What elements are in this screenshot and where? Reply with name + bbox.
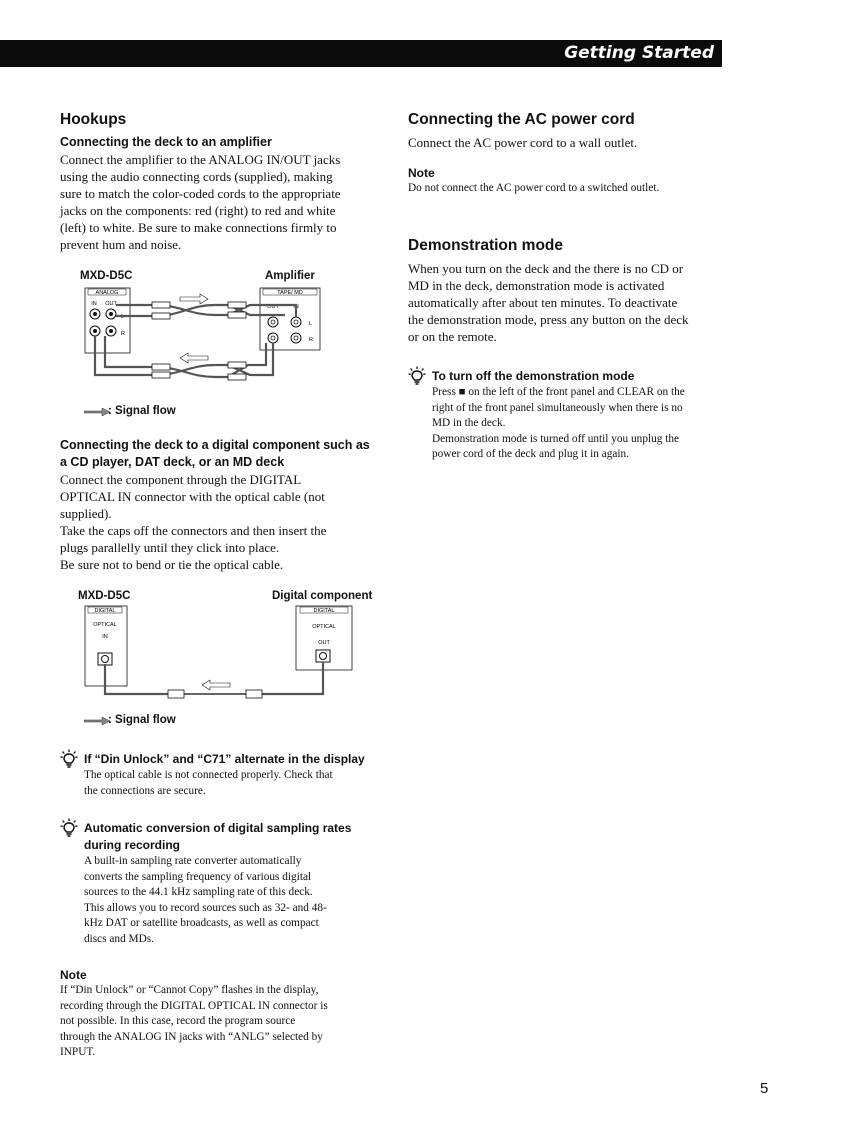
optical-plugs <box>168 690 262 698</box>
lightbulb-icon <box>60 749 78 769</box>
deck-digital-label: DIGITAL <box>94 608 116 614</box>
heading-line: during recording <box>84 838 180 852</box>
signal-flow-label: : Signal flow <box>108 405 176 417</box>
amp-out-label: OUT <box>267 304 279 310</box>
text-line: The optical cable is not connected properly. Check that <box>84 769 333 781</box>
heading-line: Connecting the deck to a digital component such as <box>60 438 370 452</box>
digital-heading <box>60 437 380 471</box>
text-line <box>432 385 728 401</box>
text-line: recording through the DIGITAL OPTICAL IN connector is <box>60 999 328 1012</box>
lightbulb-icon <box>60 818 78 838</box>
digital-component-label: Digital component <box>272 590 373 602</box>
ac-title: Connecting the AC power cord <box>408 111 635 128</box>
hookups-section <box>60 110 380 253</box>
deck-panel <box>85 288 130 353</box>
deck-label: MXD-D5C <box>80 270 133 282</box>
text-line: This allows you to record sources such as 32- and 48- <box>84 901 327 914</box>
lightbulb-icon <box>408 366 426 386</box>
text-line: Take the caps off the connectors and then insert the <box>60 523 327 538</box>
text-line: sources to the 44.1 kHz sampling rate of this deck. <box>84 886 313 898</box>
amplifier-jacks <box>268 317 301 343</box>
text-line: A built-in sampling rate converter automatically <box>84 855 302 867</box>
digital-note <box>60 967 380 1061</box>
text-line: power cord of the deck and plug it in again. <box>432 448 630 460</box>
tape-md-label: TAPE/ MD <box>277 290 303 296</box>
demo-tip-body <box>432 385 728 463</box>
demo-tip-heading: To turn off the demonstration mode <box>432 369 635 383</box>
demo-section <box>408 236 728 345</box>
text-line: using the audio connecting cords (supplied), making <box>60 169 333 184</box>
ac-power-section <box>408 110 728 197</box>
text-line: jacks on the components: red (right) to red and white <box>60 203 336 218</box>
text-line: automatically after about ten minutes. To deactivate <box>408 295 678 310</box>
amp-in-label: IN <box>293 304 299 310</box>
text-line: If “Din Unlock” or “Cannot Copy” flashes in the display, <box>60 984 319 996</box>
deck-jacks <box>90 309 116 336</box>
text-line: When you turn on the deck and the there is no CD or <box>408 261 684 276</box>
text-line: converts the sampling frequency of various digital <box>84 870 312 883</box>
deck-r-label: R <box>121 331 125 337</box>
text-line: the connections are secure. <box>84 784 206 797</box>
digital-connection-diagram <box>82 604 357 702</box>
text-fragment: Press <box>432 386 459 398</box>
ac-note-heading: Note <box>408 166 435 180</box>
tip-sampling-rate <box>60 818 390 948</box>
tip2-body <box>84 854 384 947</box>
tip2-heading <box>84 820 384 854</box>
amp-r-label: R <box>309 337 313 343</box>
text-line: the demonstration mode, press any button on the deck <box>408 312 689 327</box>
text-line: supplied). <box>60 506 112 521</box>
signal-arrow-right <box>180 294 208 304</box>
tip1-body <box>84 768 384 799</box>
header-bar <box>0 40 722 67</box>
note-body <box>60 983 380 1061</box>
section-title: Getting Started <box>564 43 714 63</box>
text-line: OPTICAL IN connector with the optical cable (not <box>60 489 325 504</box>
page-number: 5 <box>760 1080 769 1097</box>
amp-paragraph <box>60 151 380 253</box>
text-line: INPUT. <box>60 1046 96 1058</box>
amplifier-label: Amplifier <box>265 270 315 282</box>
text-line: discs and MDs. <box>84 932 154 945</box>
signal-flow-label-2: : Signal flow <box>108 714 176 726</box>
digital-paragraph <box>60 471 380 573</box>
text-line: not possible. In this case, record the program source <box>60 1015 296 1027</box>
amp-l-label: L <box>309 321 313 327</box>
amp-heading: Connecting the deck to an amplifier <box>60 135 272 149</box>
text-line: right of the front panel simultaneously when there is no <box>432 401 683 414</box>
component-optical-label: OPTICAL <box>312 624 336 630</box>
note-heading: Note <box>60 968 87 982</box>
demo-title: Demonstration mode <box>408 237 564 254</box>
text-line: MD in the deck. <box>432 417 506 429</box>
lower-plugs <box>152 362 246 380</box>
text-line: Be sure not to bend or tie the optical cable. <box>60 557 284 572</box>
stop-symbol-icon: ■ <box>458 386 466 398</box>
text-line: Demonstration mode is turned off until you unplug the <box>432 432 680 445</box>
text-line: through the ANALOG IN jacks with “ANLG” selected by <box>60 1030 323 1043</box>
text-line: sure to match the color-coded cords to the appropriate <box>60 186 341 201</box>
deck-l-label: L <box>121 314 125 320</box>
optical-cable <box>105 662 323 694</box>
ac-text: Connect the AC power cord to a wall outlet. <box>408 135 638 150</box>
text-line: prevent hum and noise. <box>60 237 182 252</box>
deck-optical-label: OPTICAL <box>93 622 117 628</box>
signal-arrow-left-2 <box>202 680 230 690</box>
tip-din-unlock <box>60 749 390 804</box>
ac-note-text: Do not connect the AC power cord to a switched outlet. <box>408 182 660 194</box>
text-line: MD in the deck, demonstration mode is activated <box>408 278 665 293</box>
component-digital-panel <box>296 606 352 670</box>
deck-optical-in-label: IN <box>102 634 108 640</box>
analog-connection-diagram <box>80 285 325 385</box>
tip1-heading: If “Din Unlock” and “C71” alternate in the display <box>84 752 365 766</box>
deck-optical-jack <box>98 653 112 665</box>
signal-arrow-left <box>180 353 208 363</box>
heading-line: a CD player, DAT deck, or an MD deck <box>60 455 285 469</box>
component-digital-label: DIGITAL <box>313 608 335 614</box>
text-line: kHz DAT or satellite broadcasts, as well as compact <box>84 917 319 929</box>
text-line: Connect the amplifier to the ANALOG IN/OUT jacks <box>60 152 341 167</box>
hookups-title: Hookups <box>60 111 127 128</box>
text-line: or on the remote. <box>408 329 497 344</box>
text-line: (left) to white. Be sure to make connections firmly to <box>60 220 337 235</box>
text-line: plugs parallelly until they click into place. <box>60 540 280 555</box>
component-optical-out-label: OUT <box>318 640 330 646</box>
digital-section <box>60 437 380 573</box>
text-line: Connect the component through the DIGITAL <box>60 472 302 487</box>
deck-in-label: IN <box>91 301 97 307</box>
text-fragment: on the left of the front panel and CLEAR on the <box>465 386 685 398</box>
analog-label: ANALOG <box>95 290 119 296</box>
component-optical-jack <box>316 650 330 662</box>
upper-plugs <box>152 302 246 319</box>
tip-demo-off <box>408 366 728 466</box>
deck-label-2: MXD-D5C <box>78 590 131 602</box>
deck-out-label: OUT <box>105 301 117 307</box>
demo-paragraph <box>408 260 728 345</box>
heading-line: Automatic conversion of digital sampling rates <box>84 821 352 835</box>
